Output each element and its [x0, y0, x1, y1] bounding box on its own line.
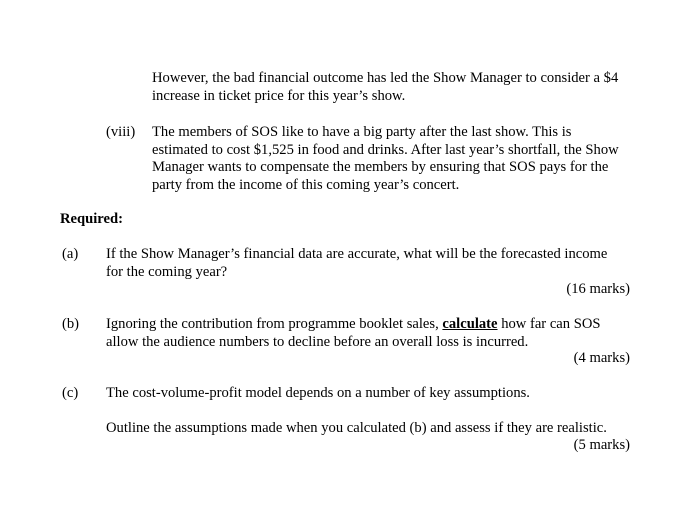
question-b-text-post: how far can SOS [501, 316, 601, 332]
calculate-emphasis: calculate [442, 316, 498, 332]
question-b-text-pre: Ignoring the contribution from programme booklet sales, [106, 316, 439, 332]
item-viii-line: The members of SOS like to have a big party after the last show. This is [152, 124, 572, 140]
item-viii-label: (viii) [106, 124, 136, 140]
item-viii-line: Manager wants to compensate the members by ensuring that SOS pays for the [152, 159, 609, 175]
question-a-label: (a) [62, 246, 79, 262]
item-viii-line: party from the income of this coming year’s concert. [152, 176, 460, 193]
question-c-label: (c) [62, 385, 79, 401]
question-b-marks: (4 marks) [573, 350, 630, 366]
question-b-line: allow the audience numbers to decline before an overall loss is incurred. [106, 333, 529, 350]
question-c-text-2 [106, 420, 632, 438]
question-c-marks: (5 marks) [573, 437, 630, 453]
question-b-line [106, 316, 632, 334]
question-c-line: The cost-volume-profit model depends on a number of key assumptions. [106, 385, 530, 401]
item-viii-paragraph [152, 124, 632, 194]
required-heading: Required: [60, 211, 123, 227]
question-a-line: for the coming year? [106, 263, 228, 280]
intro-line: However, the bad financial outcome has led the Show Manager to consider a $4 [152, 70, 619, 86]
question-c-line: Outline the assumptions made when you calculated (b) and assess if they are realistic. [106, 420, 607, 436]
item-viii-line: estimated to cost $1,525 in food and drinks. After last year’s shortfall, the Show [152, 141, 619, 158]
question-b-text [106, 316, 632, 351]
question-a-text [106, 246, 632, 281]
question-a-line: If the Show Manager’s financial data are accurate, what will be the forecasted income [106, 246, 608, 262]
intro-paragraph [152, 70, 632, 105]
question-a-marks: (16 marks) [566, 281, 630, 297]
intro-line: increase in ticket price for this year’s show. [152, 87, 406, 104]
question-c-text-1 [106, 385, 632, 403]
question-b-label: (b) [62, 316, 80, 332]
